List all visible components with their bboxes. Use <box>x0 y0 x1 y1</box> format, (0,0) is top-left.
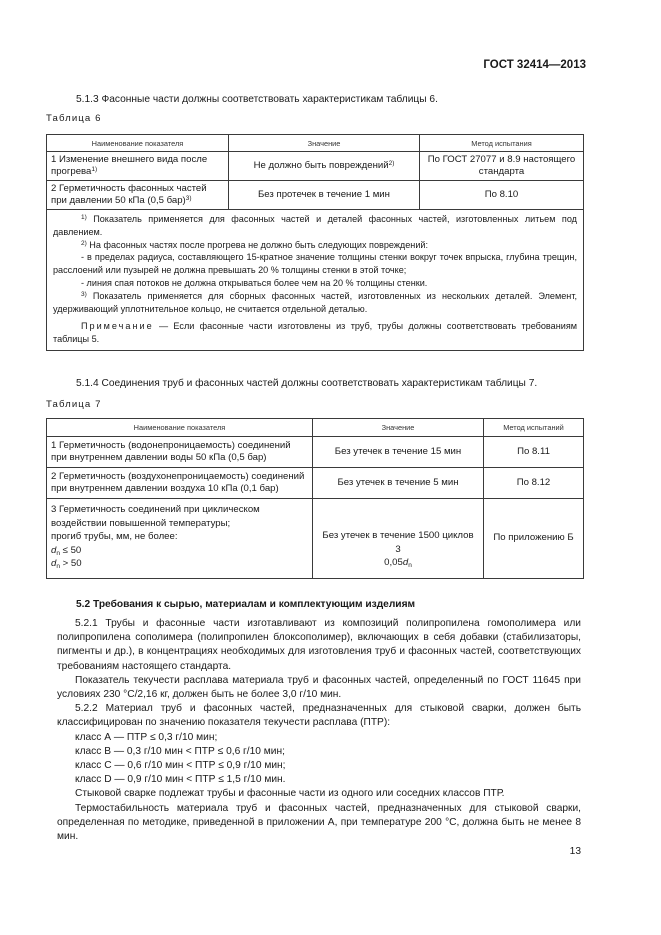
footnote-1: $^{1)}$ Показатель применяется для фасонных частей и деталей фасонных частей, изготовленных литьем под давлением. <box>53 214 577 237</box>
list-item: класс D — 0,9 г/10 мин < ПТР ≤ 1,5 г/10 мин. <box>75 774 286 786</box>
footnote-2: $^{2)}$ На фасонных частях после прогрева не должно быть следующих повреждений: <box>81 239 429 250</box>
value-cell: Не должно быть повреждений$^{2)}$ <box>229 152 420 181</box>
list-item: класс В — 0,3 г/10 мин < ПТР ≤ 0,6 г/10 мин; <box>75 745 285 757</box>
paragraph-5-2-1: 5.2.1 Трубы и фасонные части изготавливают из композиций полипропилена гомополимера или полипропилена сополимера (полипропилен блоксополимер), включающих в себя добавки (стабилизаторы, пигменты и др.), в концентрациях необходимых для изготовления труб и фасонных частей, соответствующих требованиям настоящего стандарта. <box>57 618 581 672</box>
page-number: 13 <box>569 846 581 857</box>
footnote-ref: 2) <box>388 159 395 167</box>
column-header: Метод испытаний <box>484 419 584 437</box>
table-row <box>47 437 584 468</box>
section-5-1-3: 5.1.3 Фасонные части должны соответствовать характеристикам таблицы 6. <box>76 94 438 105</box>
section-5-2-body <box>57 617 581 844</box>
table-7 <box>46 418 584 579</box>
value-cell: Без утечек в течение 5 мин <box>313 468 484 499</box>
column-header: Метод испытания <box>420 135 584 152</box>
paragraph-thermostability: Термостабильность материала труб и фасонных частей, предназначенных для стыковой сварки, определенная по методике, приведенной в приложении А, при температуре 200 °С, должна быть не менее 8 мин. <box>57 802 581 843</box>
method-cell: По 8.12 <box>484 468 584 499</box>
column-header: Значение <box>229 135 420 152</box>
value-cell: Без протечек в течение 1 мин <box>229 181 420 210</box>
value-cell: Без утечек в течение 1500 циклов 3 $0,05d_n$ <box>313 499 484 579</box>
column-header: Наименование показателя <box>47 135 229 152</box>
condition-large-d: $d_n > 50$ <box>51 558 82 570</box>
footnote-ref: 1) <box>91 166 98 173</box>
value-cell: Без утечек в течение 15 мин <box>313 437 484 468</box>
footnote-3: $^{3)}$ Показатель применяется для сборных фасонных частей, изготовленных из нескольких деталей. Элемент, удерживающий уплотнительное кольцо, не считается отдельной деталью. <box>53 290 577 314</box>
indicator-name-cell: 3 Герметичность соединений при циклическом воздействии повышенной температуры; прогиб трубы, мм, не более: $d_n \le 50$ $d_n > 50$ <box>47 499 313 579</box>
paragraph-5-2-2: 5.2.2 Материал труб и фасонных частей, предназначенных для стыковой сварки, должен быть классифицирован по значению показателя текучести расплава (ПТР): <box>57 703 581 729</box>
indicator-name-cell: 1 Изменение внешнего вида после прогрева$^{1)}$ <box>47 152 229 181</box>
indicator-name-cell: 2 Герметичность (воздухонепроницаемость) соединений при внутреннем давлении воздуха 10 кПа (0,1 бар) <box>47 468 313 499</box>
table-6 <box>46 134 584 351</box>
paragraph-butt-welding: Стыковой сварке подлежат трубы и фасонные части из одного или соседних классов ПТР. <box>75 788 505 800</box>
table-row <box>47 468 584 499</box>
list-item: класс А — ПТР ≤ 0,3 г/10 мин; <box>75 731 218 743</box>
table-7-caption: Таблица 7 <box>46 399 102 410</box>
condition-small-d: $d_n \le 50$ <box>51 544 82 557</box>
standard-number-header: ГОСТ 32414—2013 <box>483 59 586 71</box>
column-header: Значение <box>313 419 484 437</box>
method-cell: По ГОСТ 27077 и 8.9 настоящего стандарта <box>420 152 584 181</box>
paragraph-melt-flow: Показатель текучести расплава материала труб и фасонных частей, определенный по ГОСТ 11645 при условиях 230 °С/2,16 кг, должен быть не более 3,0 г/10 мин. <box>57 674 581 701</box>
section-5-1-4: 5.1.4 Соединения труб и фасонных частей должны соответствовать характеристикам таблицы 7. <box>76 378 538 389</box>
footnote-2-item: - в пределах радиуса, составляющего 15-кратное значение толщины стенки вокруг точек впрыска, глубина трещин, расслоений или пузырей не должна превышать 20 % толщины стенки в этой точке; <box>53 252 577 276</box>
table-row <box>47 499 584 579</box>
table-row <box>47 181 584 210</box>
indicator-name-cell: 2 Герметичность фасонных частей при давлении 50 кПа (0,5 бар)$^{3)}$ <box>47 181 229 210</box>
indicator-name-cell: 1 Герметичность (водонепроницаемость) соединений при внутреннем давлении воды 50 кПа (0,5 бар) <box>47 437 313 468</box>
table-6-notes <box>47 210 584 351</box>
footnote-2-item: - линия спая потоков не должна открываться более чем на 20 % толщины стенки. <box>81 277 428 288</box>
method-cell: По 8.11 <box>484 437 584 468</box>
list-item: класс С — 0,6 г/10 мин < ПТР ≤ 0,9 г/10 мин; <box>75 760 286 772</box>
footnote-ref: 3) <box>185 195 192 202</box>
table-6-remark: Примечание — Если фасонные части изготовлены из труб, трубы должны соответствовать требованиям таблицы 5. <box>53 321 577 345</box>
table-row <box>47 152 584 181</box>
method-cell: По приложению Б <box>484 499 584 579</box>
method-cell: По 8.10 <box>420 181 584 210</box>
section-5-2-title: 5.2 Требования к сырью, материалам и комплектующим изделиям <box>76 599 416 610</box>
column-header: Наименование показателя <box>47 419 313 437</box>
table-6-caption: Таблица 6 <box>46 113 102 124</box>
